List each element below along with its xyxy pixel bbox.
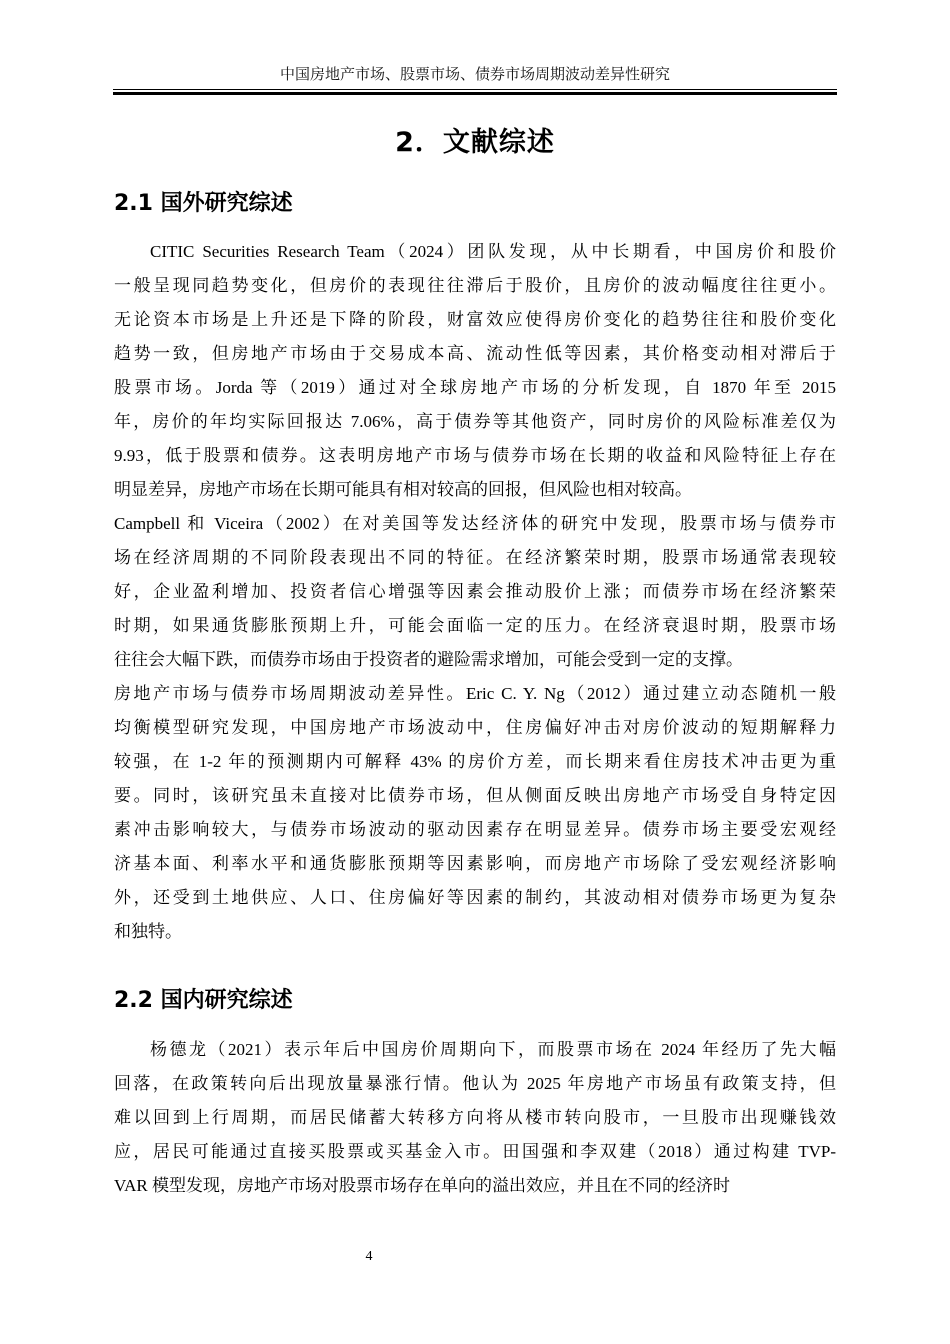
text-line: 明显差异，房地产市场在长期可能具有相对较高的回报，但风险也相对较高。 [114, 480, 692, 499]
text-line: 时期，如果通货膨胀预期上升，可能会面临一定的压力。在经济衰退时期，股票市场 [114, 616, 836, 635]
text-line: Campbell 和 Viceira（2002）在对美国等发达经济体的研究中发现，股票市场与债券市 [114, 514, 836, 533]
running-header: 中国房地产市场、股票市场、债券市场周期波动差异性研究 [279, 67, 670, 83]
header-rule-thick [113, 92, 837, 95]
text-line: 杨德龙（2021）表示年后中国房价周期向下，而股票市场在 2024 年经历了先大幅 [150, 1040, 836, 1059]
text-line: 和独特。 [114, 922, 182, 941]
text-line: 趋势一致，但房地产市场由于交易成本高、流动性低等因素，其价格变动相对滞后于 [114, 344, 836, 363]
text-line: 房地产市场与债券市场周期波动差异性。Eric C. Y. Ng（2012）通过建立动态随机一般 [114, 684, 836, 703]
text-line: 素冲击影响较大，与债券市场波动的驱动因素存在明显差异。债券市场主要受宏观经 [114, 820, 836, 839]
text-line: 股票市场。Jorda 等（2019）通过对全球房地产市场的分析发现，自 1870 年至 2015 [114, 378, 836, 397]
text-line: 难以回到上行周期，而居民储蓄大转移方向将从楼市转向股市，一旦股市出现赚钱效 [114, 1108, 836, 1127]
text-line: 无论资本市场是上升还是下降的阶段，财富效应使得房价变化的趋势往往和股价变化 [114, 310, 836, 329]
text-line: 回落，在政策转向后出现放量暴涨行情。他认为 2025 年房地产市场虽有政策支持，但 [114, 1074, 836, 1093]
text-line: 一般呈现同趋势变化，但房价的表现往往滞后于股价，且房价的波动幅度往往更小。 [114, 276, 836, 295]
section-heading-foreign-review: 2.1 国外研究综述 [114, 191, 293, 216]
section-heading-domestic-review: 2.2 国内研究综述 [114, 988, 293, 1013]
text-line: 外，还受到土地供应、人口、住房偏好等因素的制约，其波动相对债券市场更为复杂 [114, 888, 836, 907]
page-number: 4 [365, 1249, 373, 1264]
text-line: 均衡模型研究发现，中国房地产市场波动中，住房偏好冲击对房价波动的短期解释力 [114, 718, 836, 737]
text-line: VAR 模型发现，房地产市场对股票市场存在单向的溢出效应，并且在不同的经济时 [114, 1176, 730, 1195]
text-line: 往往会大幅下跌，而债券市场由于投资者的避险需求增加，可能会受到一定的支撑。 [114, 650, 743, 669]
text-line: 要。同时，该研究虽未直接对比债券市场，但从侧面反映出房地产市场受自身特定因 [114, 786, 836, 805]
chapter-title: 2．文献综述 [395, 127, 555, 158]
header-rule-thin [113, 89, 837, 90]
text-line: CITIC Securities Research Team（2024）团队发现，从中长期看，中国房价和股价 [150, 242, 836, 261]
text-line: 场在经济周期的不同阶段表现出不同的特征。在经济繁荣时期，股票市场通常表现较 [114, 548, 836, 567]
text-line: 年，房价的年均实际回报达 7.06%，高于债券等其他资产，同时房价的风险标准差仅为 [114, 412, 836, 431]
text-line: 较强，在 1-2 年的预测期内可解释 43% 的房价方差，而长期来看住房技术冲击更为重 [114, 752, 836, 771]
section-body-foreign-review [114, 235, 836, 949]
text-line: 应，居民可能通过直接买股票或买基金入市。田国强和李双建（2018）通过构建 TVP- [114, 1142, 836, 1161]
text-line: 好，企业盈利增加、投资者信心增强等因素会推动股价上涨；而债券市场在经济繁荣 [114, 582, 836, 601]
text-line: 济基本面、利率水平和通货膨胀预期等因素影响，而房地产市场除了受宏观经济影响 [114, 854, 836, 873]
text-line: 9.93，低于股票和债券。这表明房地产市场与债券市场在长期的收益和风险特征上存在 [114, 446, 836, 465]
section-body-domestic-review [114, 1033, 836, 1203]
